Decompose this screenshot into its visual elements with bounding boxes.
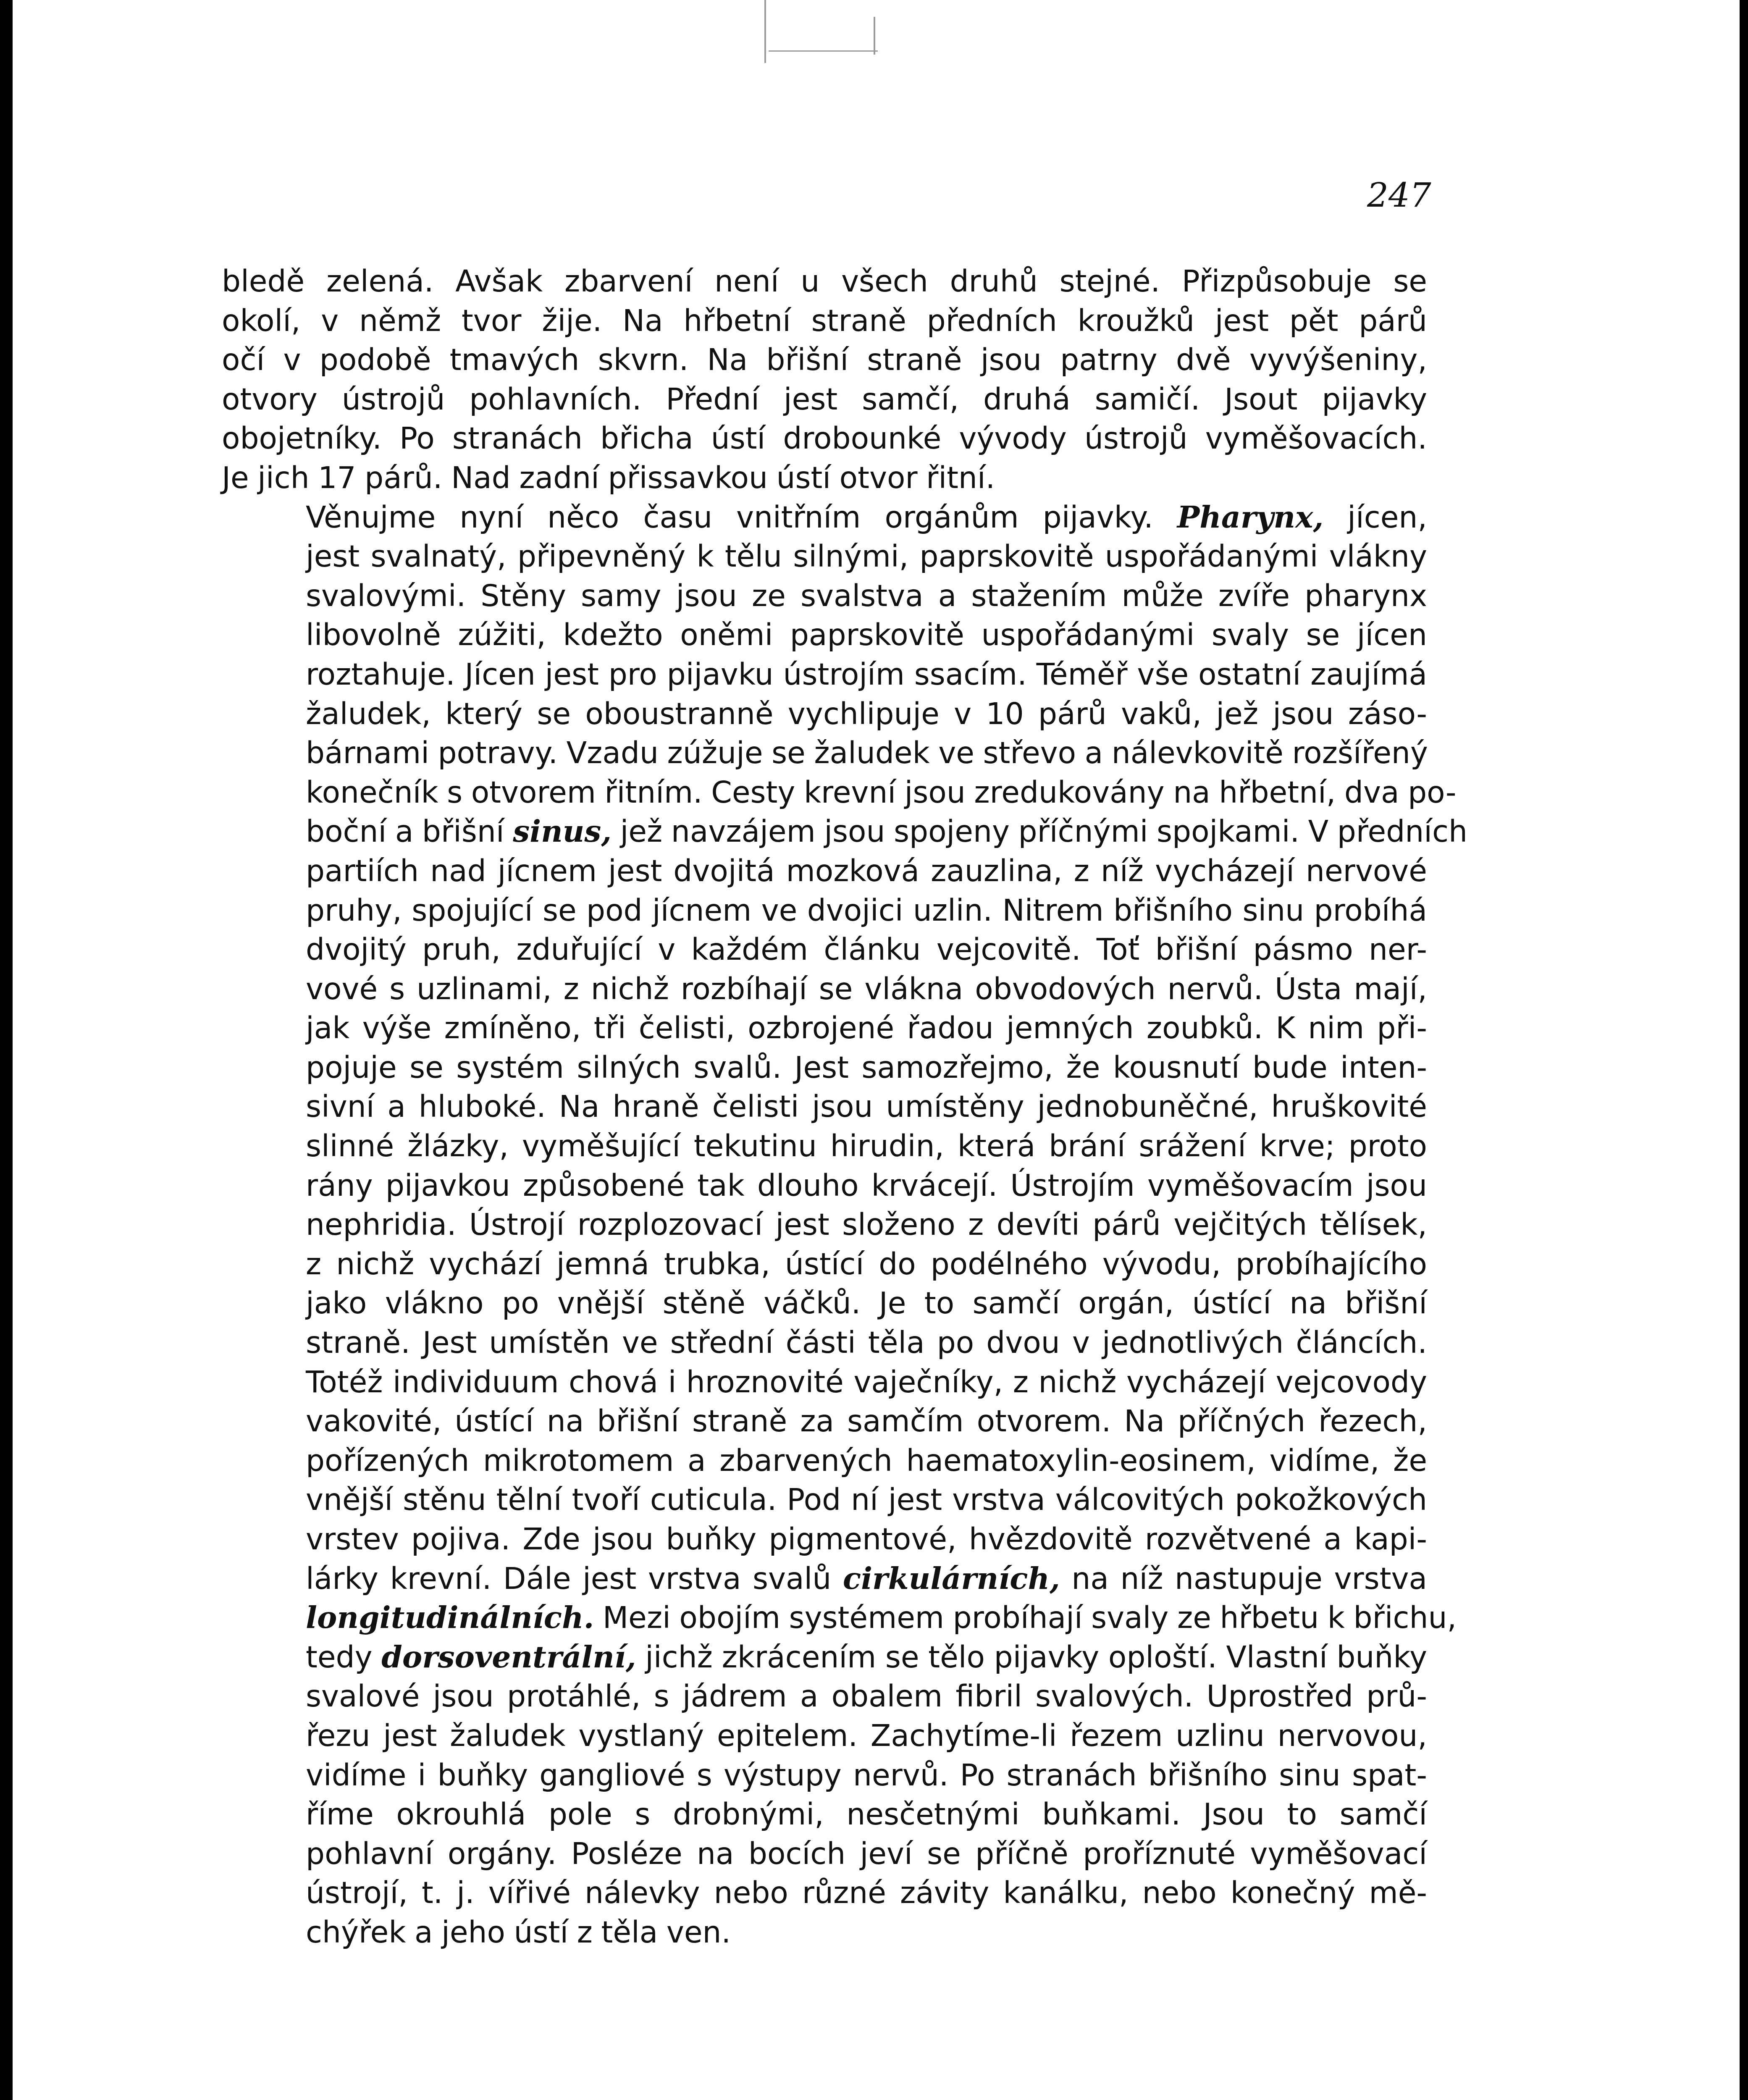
text-run: jež navzájem jsou spojeny příčnými spojkami. V předních [612, 814, 1468, 849]
italic-term: dorsoventrální, [381, 1639, 636, 1675]
text-line: žaludek, který se oboustranně vychlipuje v 10 párů vaků, jež jsou záso- [306, 696, 1427, 731]
text-line [222, 1638, 1427, 1677]
scan-artifact-top-2 [874, 17, 875, 55]
text-line: obojetníky. Po stranách břicha ústí drobounké vývody ústrojů vyměšovacích. [222, 421, 1427, 456]
text-run: na níž nastupuje vrstva [1060, 1561, 1428, 1596]
text-line: očí v podobě tmavých skvrn. Na břišní straně jsou patrny dvě vyvýšeniny, [222, 342, 1427, 378]
text-line: pojuje se systém silných svalů. Jest samozřejmo, že kousnutí bude inten- [306, 1050, 1427, 1085]
text-run: jícen, [1323, 499, 1427, 535]
text-line: Totéž individuum chová i hroznovité vaječníky, z nichž vycházejí vejcovody [306, 1364, 1427, 1399]
text-line [222, 812, 1468, 851]
text-line: rány pijavkou způsobené tak dlouho krvácejí. Ústrojím vyměšovacím jsou [306, 1168, 1427, 1203]
paragraph-1 [222, 262, 1427, 498]
scan-left-edge [0, 0, 13, 2100]
text-line: jako vlákno po vnější stěně váčků. Je to samčí orgán, ústící na břišní [306, 1286, 1427, 1321]
text-line: dvojitý pruh, zduřující v každém článku vejcovitě. Toť břišní pásmo ner- [306, 932, 1427, 967]
text-line: pruhy, spojující se pod jícnem ve dvojici uzlin. Nitrem břišního sinu probíhá [306, 892, 1427, 928]
text-line: chýřek a jeho ústí z těla ven. [306, 1914, 731, 1950]
text-run: tedy [306, 1639, 382, 1675]
text-line: pořízených mikrotomem a zbarvených haematoxylin-eosinem, vidíme, že [306, 1443, 1427, 1478]
text-line: slinné žlázky, vyměšující tekutinu hirudin, která brání srážení krve; proto [306, 1129, 1427, 1164]
italic-term: Pharynx, [1177, 499, 1324, 535]
scan-artifact-top [764, 0, 766, 63]
page-number: 247 [1367, 176, 1431, 215]
text-run: boční a břišní [306, 814, 513, 849]
text-line: sivní a hluboké. Na hraně čelisti jsou umístěny jednobuněčné, hruškovité [306, 1089, 1427, 1124]
text-line [222, 498, 1427, 537]
paragraph-2 [222, 498, 1468, 1952]
text-line: partiích nad jícnem jest dvojitá mozková zauzlina, z níž vycházejí nervové [306, 853, 1427, 888]
text-line: vakovité, ústící na břišní straně za samčím otvorem. Na příčných řezech, [306, 1404, 1427, 1439]
text-line: otvory ústrojů pohlavních. Přední jest samčí, druhá samičí. Jsout pijavky [222, 381, 1427, 417]
text-line [222, 1559, 1427, 1599]
text-line [222, 1598, 1457, 1638]
text-line: okolí, v němž tvor žije. Na hřbetní straně předních kroužků jest pět párů [222, 303, 1427, 338]
text-line: bledě zelená. Avšak zbarvení není u všech druhů stejné. Přizpůsobuje se [222, 264, 1427, 299]
text-line: ústrojí, t. j. vířivé nálevky nebo různé závity kanálku, nebo konečný mě- [306, 1875, 1427, 1911]
text-line: vové s uzlinami, z nichž rozbíhají se vlákna obvodových nervů. Ústa mají, [306, 971, 1427, 1006]
text-line: jak výše zmíněno, tři čelisti, ozbrojené řadou jemných zoubků. K nim při- [306, 1011, 1427, 1046]
text-line: pohlavní orgány. Posléze na bocích jeví se příčně proříznuté vyměšovací [306, 1836, 1427, 1871]
scan-artifact-top-3 [769, 50, 878, 52]
text-run: Věnujme nyní něco času vnitřním orgánům pijavky. [306, 499, 1177, 535]
text-line: jest svalnatý, připevněný k tělu silnými, paprskovitě uspořádanými vlákny [306, 539, 1427, 574]
text-line: konečník s otvorem řitním. Cesty krevní jsou zredukovány na hřbetní, dva po- [306, 774, 1457, 810]
text-run: jichž zkrácením se tělo pijavky oploští. Vlastní buňky [636, 1639, 1427, 1675]
italic-term: cirkulárních, [843, 1560, 1060, 1596]
italic-term: longitudinálních. [306, 1600, 594, 1635]
text-line: vidíme i buňky gangliové s výstupy nervů. Po stranách břišního sinu spat- [306, 1757, 1427, 1793]
text-line: vnější stěnu tělní tvoří cuticula. Pod ní jest vrstva válcovitých pokožkových [306, 1482, 1427, 1517]
text-line: libovolně zúžiti, kdežto oněmi paprskovitě uspořádanými svaly se jícen [306, 617, 1427, 653]
text-run: lárky krevní. Dále jest vrstva svalů [306, 1561, 843, 1596]
text-line: nephridia. Ústrojí rozplozovací jest složeno z devíti párů vejčitých tělísek, [306, 1207, 1427, 1242]
text-line: vrstev pojiva. Zde jsou buňky pigmentové, hvězdovitě rozvětvené a kapi- [306, 1522, 1427, 1557]
text-line: bárnami potravy. Vzadu zúžuje se žaludek ve střevo a nálevkovitě rozšířený [306, 735, 1428, 771]
text-line: říme okrouhlá pole s drobnými, nesčetnými buňkami. Jsou to samčí [306, 1797, 1427, 1832]
text-line: z nichž vychází jemná trubka, ústící do podélného vývodu, probíhajícího [306, 1246, 1427, 1281]
text-line: svalovými. Stěny samy jsou ze svalstva a stažením může zvíře pharynx [306, 578, 1427, 613]
book-page [13, 0, 1740, 2100]
text-line: svalové jsou protáhlé, s jádrem a obalem fibril svalových. Uprostřed prů- [306, 1679, 1427, 1714]
text-line: Je jich 17 párů. Nad zadní přissavkou ústí otvor řitní. [222, 460, 995, 495]
text-line: straně. Jest umístěn ve střední části těla po dvou v jednotlivých článcích. [306, 1325, 1427, 1360]
text-line: roztahuje. Jícen jest pro pijavku ústrojím ssacím. Téměř vše ostatní zaujímá [306, 656, 1427, 692]
body-text [222, 262, 1468, 1952]
text-line: řezu jest žaludek vystlaný epitelem. Zachytíme-li řezem uzlinu nervovou, [306, 1718, 1427, 1753]
italic-term: sinus, [513, 814, 612, 849]
text-run: Mezi obojím systémem probíhají svaly ze hřbetu k břichu, [594, 1600, 1457, 1635]
